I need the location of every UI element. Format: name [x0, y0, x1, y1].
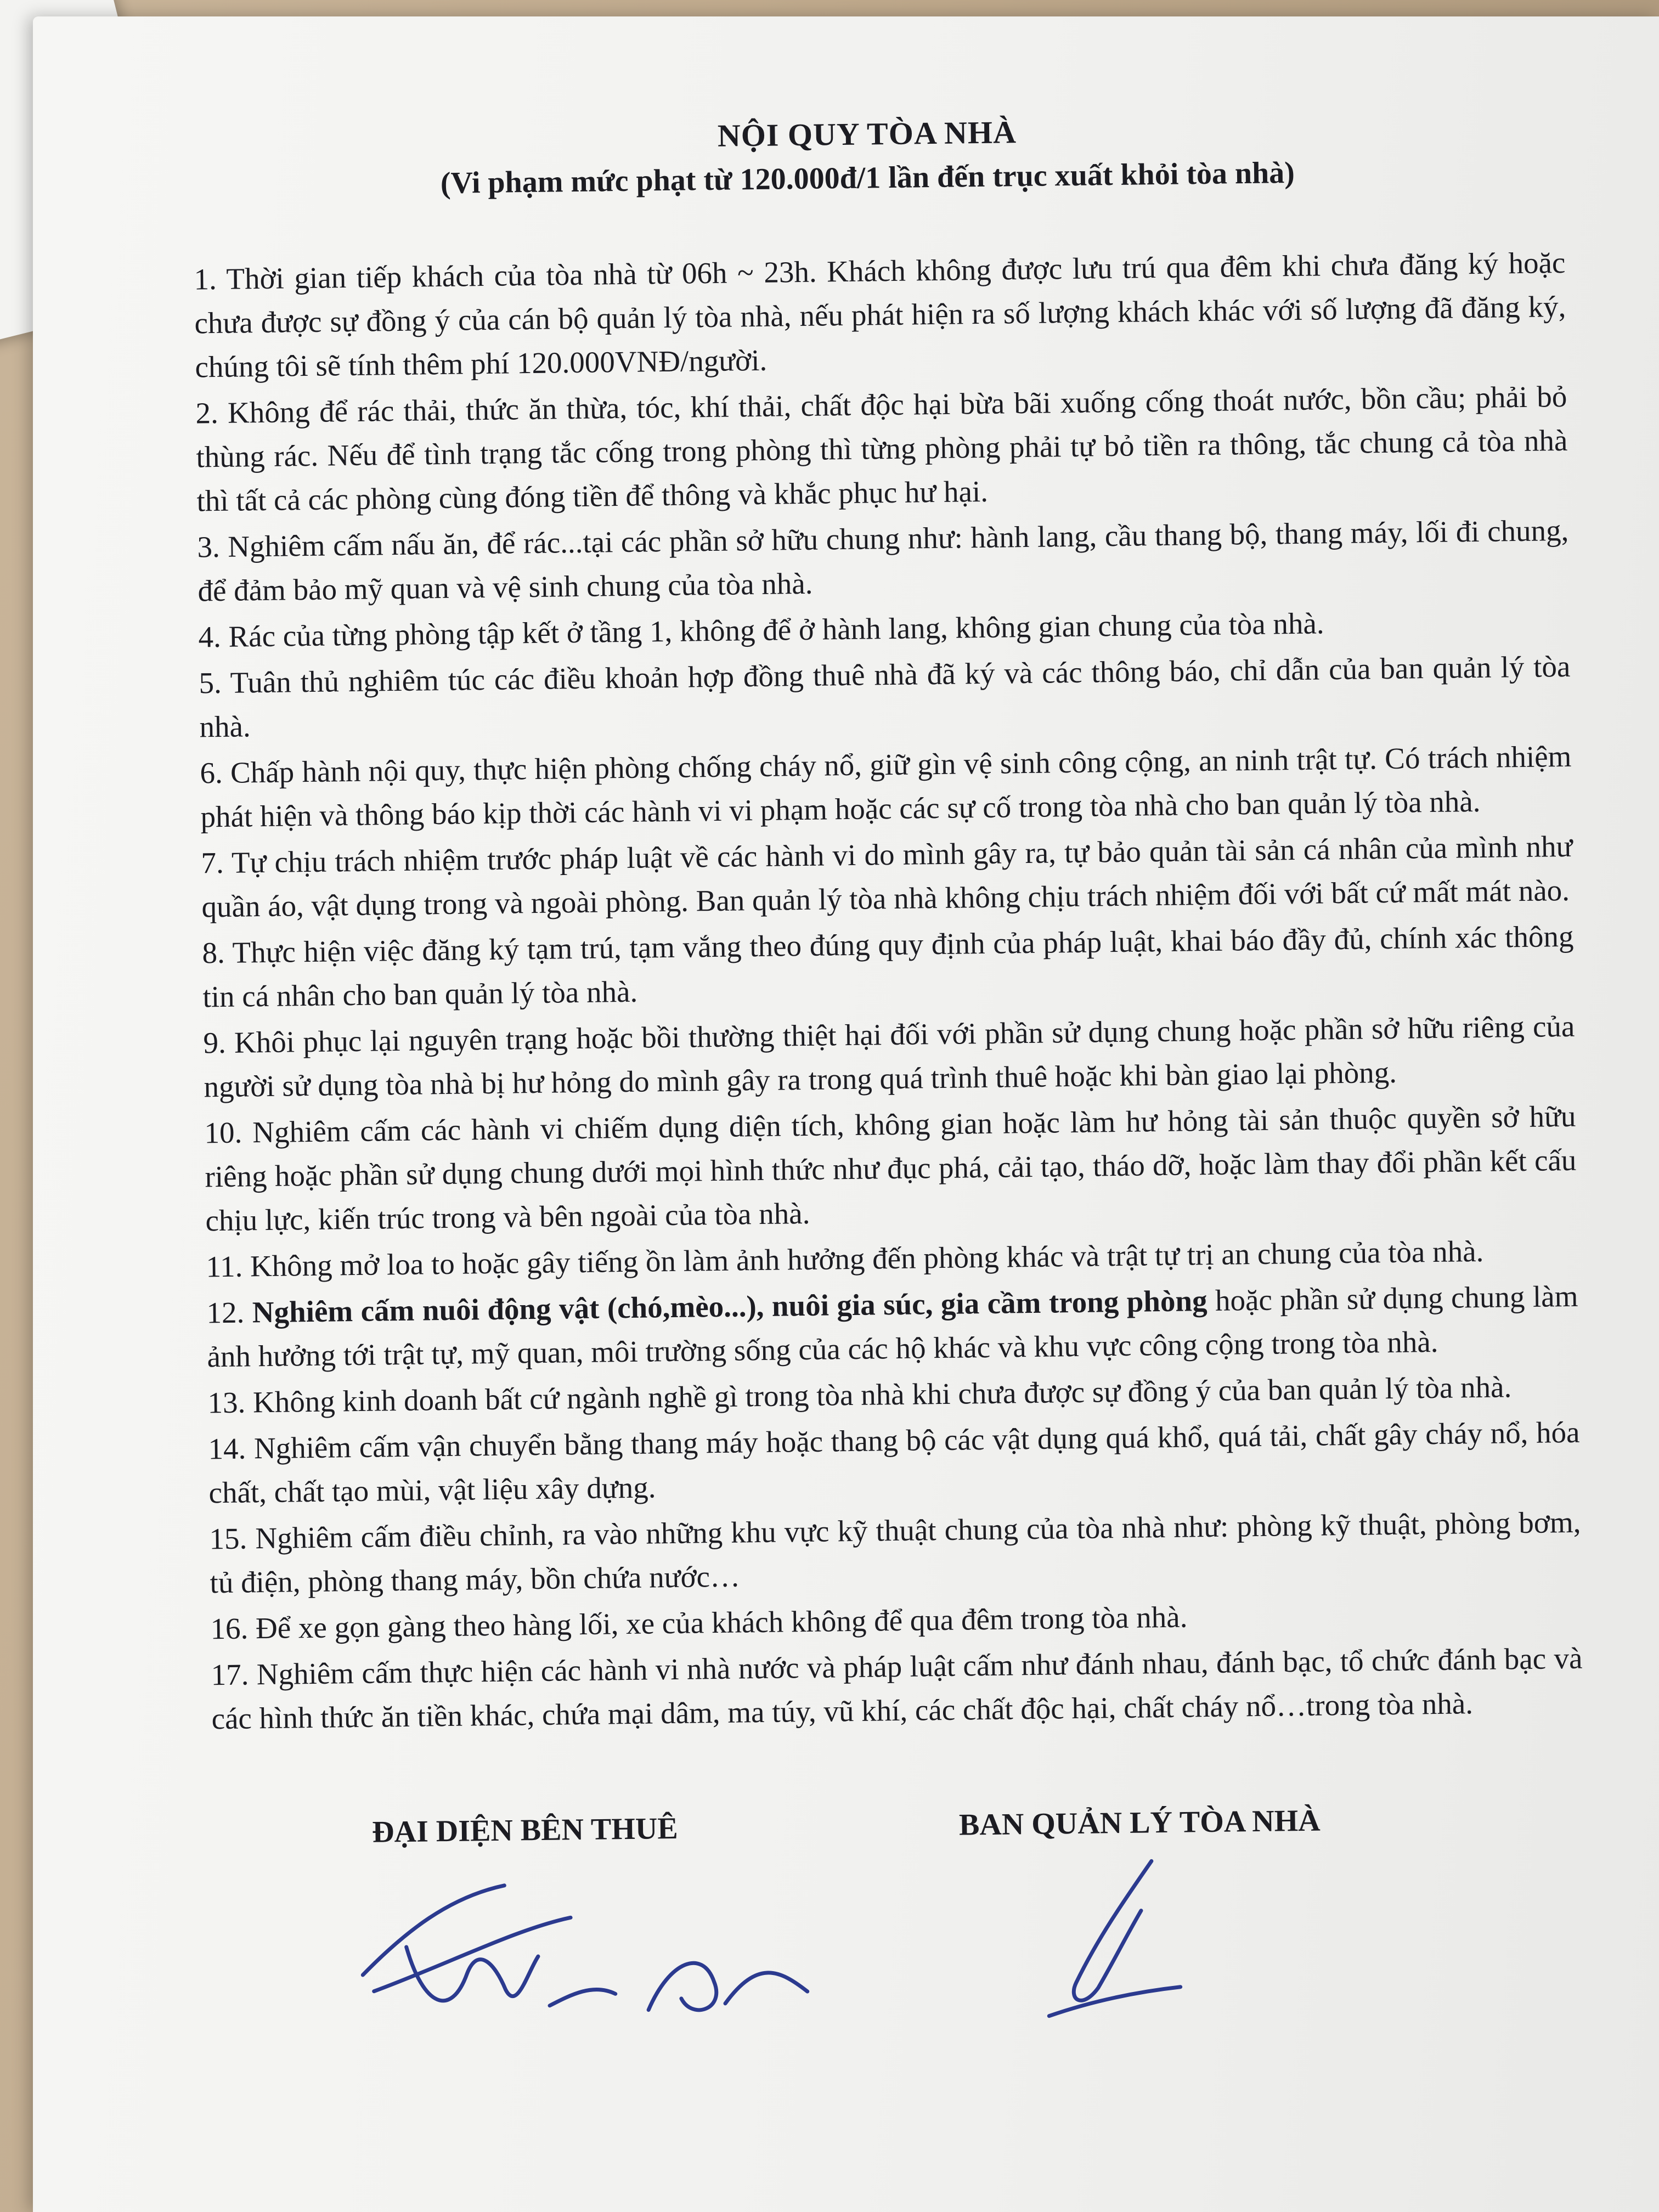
rule-12-emphasis: Nghiêm cấm nuôi động vật (chó,mèo...), nuôi gia súc, gia cầm trong phòng	[252, 1284, 1207, 1329]
management-signature	[1014, 1850, 1192, 2028]
rule-item: 3. Nghiêm cấm nấu ăn, để rác...tại các phần sở hữu chung như: hành lang, cầu thang bộ, thang máy, lối đi chung, để đảm bảo mỹ quan và vệ sinh chung của tòa nhà.	[197, 513, 1569, 608]
document-content	[170, 104, 1587, 2043]
document-sheet	[33, 16, 1659, 2212]
rule-item: 7. Tự chịu trách nhiệm trước pháp luật về các hành vi do mình gây ra, tự bảo quản tài sản cá nhân của mình như quần áo, vật dụng trong và ngoài phòng. Ban quản lý tòa nhà không chịu trách nhiệm đối với bất cứ mất mát nào.	[201, 829, 1573, 924]
tenant-representative-label: ĐẠI DIỆN BÊN THUÊ	[371, 1811, 679, 1849]
rule-item: 9. Khôi phục lại nguyên trạng hoặc bồi thường thiệt hại đối với phần sử dụng chung hoặc phần sở hữu riêng của người sử dụng tòa nhà bị hư hỏng do mình gây ra trong quá trình thuê hoặc khi bàn giao lại phòng.	[203, 1009, 1575, 1104]
rule-item: 16. Để xe gọn gàng theo hàng lối, xe của khách không để qua đêm trong tòa nhà.	[210, 1600, 1188, 1646]
rule-item: 10. Nghiêm cấm các hành vi chiếm dụng diện tích, không gian hoặc làm hư hỏng tài sản thuộc quyền sở hữu riêng hoặc phần sử dụng chung dưới mọi hình thức như đục phá, cải tạo, tháo dỡ, hoặc làm thay đổi phần kết cấu chịu lực, kiến trúc trong và bên ngoài của tòa nhà.	[204, 1099, 1577, 1238]
rule-item: 6. Chấp hành nội quy, thực hiện phòng chống cháy nổ, giữ gìn vệ sinh công cộng, an ninh trật tự. Có trách nhiệm phát hiện và thông báo kịp thời các hành vi vi phạm hoặc các sự cố trong tòa nhà cho ban quản lý tòa nhà.	[200, 739, 1572, 834]
signature-block	[191, 1796, 1587, 2043]
rule-item: 5. Tuân thủ nghiêm túc các điều khoản hợp đồng thuê nhà đã ký và các thông báo, chỉ dẫn của ban quản lý tòa nhà.	[199, 649, 1571, 744]
rule-item: 17. Nghiêm cấm thực hiện các hành vi nhà nước và pháp luật cấm như đánh nhau, đánh bạc, tổ chức đánh bạc và các hình thức ăn tiền khác, chứa mại dâm, ma túy, vũ khí, các chất độc hại, chất cháy nổ…trong tòa nhà.	[211, 1641, 1583, 1736]
tenant-signature	[340, 1859, 836, 2030]
rule-item: 2. Không để rác thải, thức ăn thừa, tóc, khí thải, chất độc hại bừa bãi xuống cống thoát nước, bồn cầu; phải bỏ thùng rác. Nếu để tình trạng tắc cống trong phòng thì từng phòng phải tự bỏ tiền ra thông, tắc chung cả tòa nhà thì tất cả các phòng cùng đóng tiền để thông và khắc phục hư hại.	[195, 379, 1568, 518]
building-management-label: BAN QUẢN LÝ TÒA NHÀ	[958, 1803, 1321, 1842]
rule-item: 13. Không kinh doanh bất cứ ngành nghề gì trong tòa nhà khi chưa được sự đồng ý của ban quản lý tòa nhà.	[207, 1370, 1512, 1420]
rules-list	[172, 241, 1583, 1741]
rule-item: 8. Thực hiện việc đăng ký tạm trú, tạm vắng theo đúng quy định của pháp luật, khai báo đầy đủ, chính xác thông tin cá nhân cho ban quản lý tòa nhà.	[202, 919, 1574, 1014]
rule-item: 4. Rác của từng phòng tập kết ở tầng 1, không để ở hành lang, không gian chung của tòa nhà.	[198, 606, 1324, 654]
rule-item: 15. Nghiêm cấm điều chỉnh, ra vào những khu vực kỹ thuật chung của tòa nhà như: phòng kỹ thuật, phòng bơm, tủ điện, phòng thang máy, bồn chứa nước…	[209, 1505, 1581, 1600]
rule-item-12	[206, 1274, 1579, 1379]
rule-item: 1. Thời gian tiếp khách của tòa nhà từ 06h ~ 23h. Khách không được lưu trú qua đêm khi chưa đăng ký hoặc chưa được sự đồng ý của cán bộ quản lý tòa nhà, nếu phát hiện ra số lượng khách khác với số lượng đã đăng ký, chúng tôi sẽ tính thêm phí 120.000VNĐ/người.	[194, 245, 1566, 384]
document-title: NỘI QUY TÒA NHÀ	[717, 114, 1017, 154]
rule-item: 14. Nghiêm cấm vận chuyển bằng thang máy hoặc thang bộ các vật dụng quá khổ, quá tải, chất gây cháy nổ, hóa chất, chất tạo mùi, vật liệu xây dựng.	[208, 1415, 1580, 1510]
rule-item: 11. Không mở loa to hoặc gây tiếng ồn làm ảnh hưởng đến phòng khác và trật tự trị an chung của tòa nhà.	[206, 1234, 1484, 1284]
rule-12-number: 12.	[206, 1295, 253, 1330]
rule-12-rest: hoặc phần sử dụng chung làm ảnh hưởng tới trật tự, mỹ quan, môi trường sống của các hộ khác và khu vực công cộng trong tòa nhà.	[207, 1279, 1578, 1374]
document-subtitle: (Vi phạm mức phạt từ 120.000đ/1 lần đến trục xuất khỏi tòa nhà)	[440, 155, 1295, 200]
